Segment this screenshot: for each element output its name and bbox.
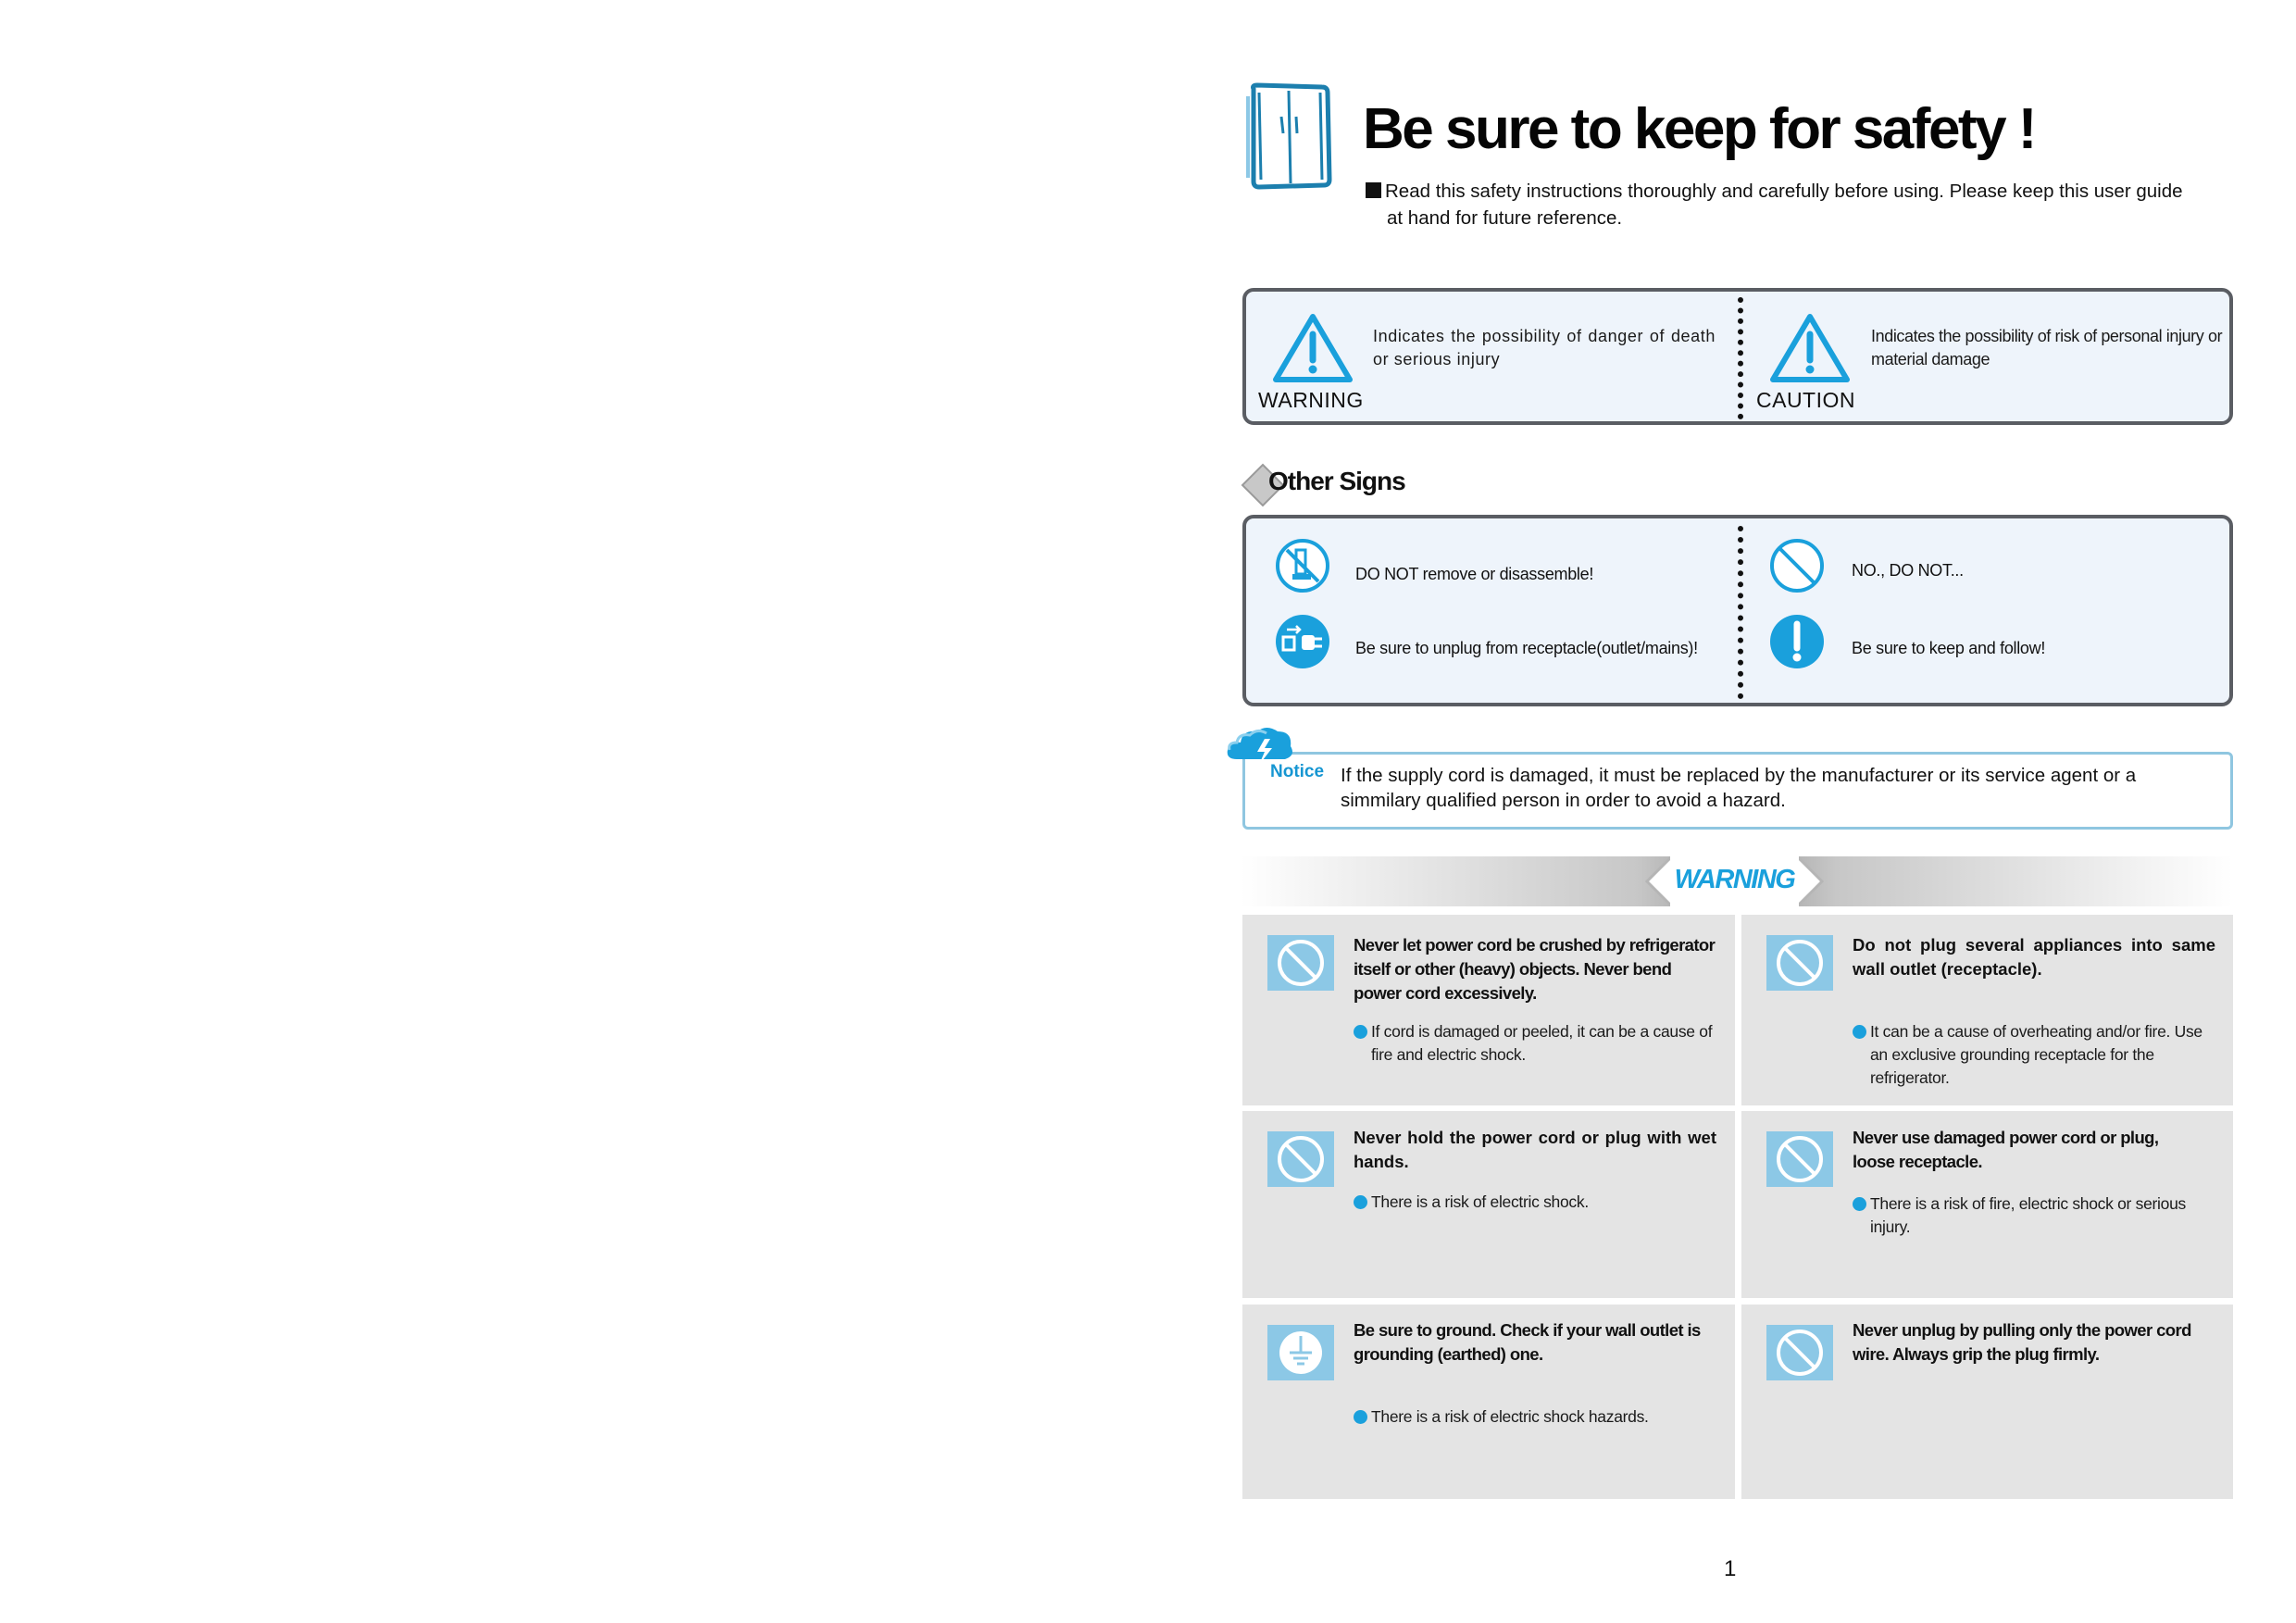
caution-label: CAUTION [1756,388,1855,412]
bullet-dot-icon [1354,1025,1367,1039]
sign-text: Be sure to keep and follow! [1852,639,2046,657]
warning-description: Indicates the possibility of danger of death or serious injury [1373,327,1716,368]
bullet-dot-icon [1853,1197,1866,1211]
prohibition-icon [1267,935,1334,991]
divider [1738,297,1743,419]
notice-text: If the supply cord is damaged, it must be replaced by the manufacturer or its service agent or a simmilary qualified person in order to avoid a hazard. [1341,765,2137,811]
sign-text: Be sure to unplug from receptacle(outlet/mains)! [1355,639,1698,657]
warning-item-title: Never let power cord be crushed by refrigerator itself or other (heavy) objects. Never bend power cord excessively. [1354,935,1716,1003]
warning-item [1741,915,2233,1105]
exclamation-icon [1768,613,1826,670]
divider [1738,526,1743,699]
bullet-dot-icon [1354,1195,1367,1209]
sign-text: NO., DO NOT... [1852,561,1964,580]
warning-item-title: Never unplug by pulling only the power cord wire. Always grip the plug firmly. [1853,1320,2191,1364]
intro-text: Read this safety instructions thoroughly and carefully before using. Please keep this user guide at hand for future reference. [1366,178,2227,231]
ground-icon [1267,1325,1334,1380]
refrigerator-icon [1242,81,1335,193]
caution-triangle-icon [1769,312,1851,384]
prohibition-icon [1766,935,1833,991]
notice-label: Notice [1270,762,1325,781]
prohibition-icon [1768,537,1826,594]
warning-item [1242,915,1735,1105]
warning-label: WARNING [1258,388,1364,412]
page-number: 1 [1724,1556,1737,1581]
caution-description: Indicates the possibility of risk of personal injury or material damage [1871,327,2223,368]
warning-item [1242,1111,1735,1298]
warning-item-title: Do not plug several appliances into same wall outlet (receptacle). [1853,935,2215,979]
warning-item [1741,1305,2233,1499]
warning-item [1741,1111,2233,1298]
unplug-icon [1274,613,1331,670]
warning-item-title: Be sure to ground. Check if your wall outlet is grounding (earthed) one. [1354,1320,1701,1364]
warning-item-bullet: If cord is damaged or peeled, it can be a cause of fire and electric shock. [1354,1020,1716,1067]
warning-item-bullet: There is a risk of electric shock hazards. [1354,1405,1716,1429]
warning-item [1242,1305,1735,1499]
no-disassemble-icon [1274,537,1331,594]
warning-item-title: Never hold the power cord or plug with wet hands. [1354,1128,1716,1171]
warning-triangle-icon [1272,312,1354,384]
warning-item-bullet: It can be a cause of overheating and/or fire. Use an exclusive grounding receptacle for the refrigerator. [1853,1020,2215,1090]
warning-item-bullet: There is a risk of electric shock. [1354,1191,1716,1214]
page-title: Be sure to keep for safety ! [1363,97,2035,161]
warning-section-title: WARNING [1674,865,1795,894]
prohibition-icon [1267,1131,1334,1187]
other-signs-title: Other Signs [1268,467,1405,495]
bullet-dot-icon [1853,1025,1866,1039]
warning-caution-legend [1242,288,2233,425]
prohibition-icon [1766,1325,1833,1380]
square-bullet-icon [1366,182,1381,198]
sign-text: DO NOT remove or disassemble! [1355,565,1594,583]
warning-item-bullet: There is a risk of fire, electric shock or serious injury. [1853,1192,2215,1239]
bullet-dot-icon [1354,1410,1367,1424]
warning-item-title: Never use damaged power cord or plug, loose receptacle. [1853,1128,2159,1171]
other-signs-box [1242,515,2233,706]
prohibition-icon [1766,1131,1833,1187]
